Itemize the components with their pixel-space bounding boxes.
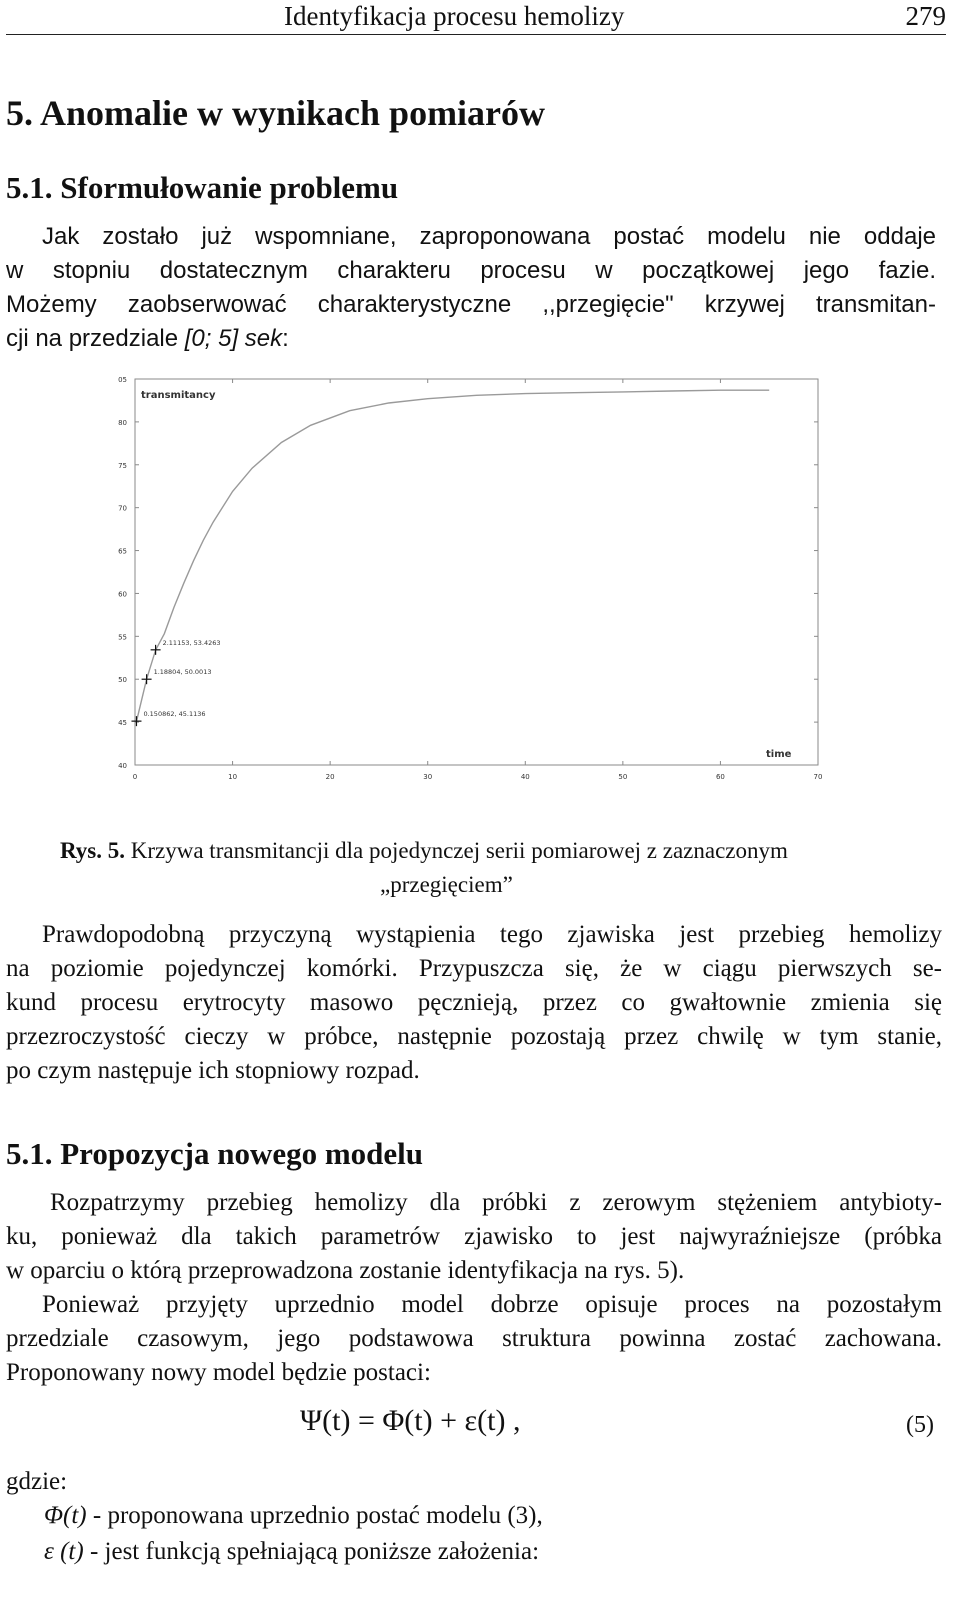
plot-frame (135, 379, 818, 765)
y-tick-label: 60 (118, 590, 127, 599)
x-tick-label: 10 (228, 773, 238, 781)
x-tick-label: 30 (423, 773, 433, 781)
paragraph-4 (6, 1288, 942, 1390)
annotation-label: 0.150862, 45.1136 (143, 710, 206, 719)
paragraph-line: w stopniu dostatecznym charakteru procesu w początkowej jego fazie. (6, 257, 936, 284)
where-label: gdzie: (6, 1468, 68, 1495)
x-tick-label: 70 (813, 773, 823, 781)
paragraph-line: po czym następuje ich stopniowy rozpad. (6, 1057, 420, 1084)
definition-epsilon (44, 1538, 539, 1566)
interval-text: [0; 5] sek (184, 325, 283, 352)
paragraph-line: w oparciu o którą przeprowadzona zostanie identyfikacja na rys. 5). (6, 1257, 685, 1284)
y-tick-label: 40 (118, 762, 127, 770)
transmitancy-chart (110, 370, 830, 790)
x-axis-label: time (766, 749, 792, 760)
y-tick-label: 75 (118, 461, 127, 470)
figure-caption (60, 838, 900, 864)
definition-phi (44, 1502, 543, 1530)
caption-text: Krzywa transmitancji dla pojedynczej serii pomiarowej z zaznaczonym (125, 838, 788, 863)
page-number: 279 (905, 1, 946, 31)
x-tick-label: 50 (618, 773, 628, 781)
x-tick-label: 40 (520, 773, 530, 781)
y-tick-label: 80 (118, 418, 127, 427)
paragraph-1 (6, 220, 936, 356)
transmitancy-curve (137, 390, 770, 721)
paragraph-line: kund procesu erytrocyty masowo pęcznieją, przez co gwałtownie zmienia się (6, 989, 942, 1016)
paragraph-line: Rozpatrzymy przebieg hemolizy dla próbki z zerowym stężeniem antybioty- (50, 1189, 942, 1216)
chart-svg (110, 370, 830, 790)
x-tick-label: 0 (132, 773, 138, 781)
definition-text: - proponowana uprzednio postać modelu (3), (86, 1502, 543, 1529)
paragraph-line: Proponowany nowy model będzie postaci: (6, 1359, 431, 1386)
section-title: 5. Anomalie w wynikach pomiarów (6, 93, 546, 133)
text-span: cji na przedziale (6, 325, 185, 352)
definition-text: - jest funkcją spełniającą poniższe założenia: (83, 1538, 540, 1565)
annotation-label: 2.11153, 53.4263 (162, 638, 221, 647)
paragraph-line: ku, ponieważ dla takich parametrów zjawisko to jest najwyraźniejsze (próbka (6, 1223, 942, 1250)
y-tick-label: 65 (118, 547, 127, 556)
caption-label: Rys. 5. (60, 838, 126, 863)
y-tick-label: 05 (118, 376, 127, 384)
chart-title: transmitancy (141, 390, 216, 401)
paragraph-line: przedziale czasowym, jego podstawowa struktura powinna zostać zachowana. (6, 1325, 942, 1352)
paragraph-line: na poziomie pojedynczej komórki. Przypuszcza się, że w ciągu pierwszych se- (6, 955, 942, 982)
paragraph-line: Prawdopodobną przyczyną wystąpienia tego zjawiska jest przebieg hemolizy (42, 921, 942, 948)
paragraph-line: Jak zostało już wspomniane, zaproponowana postać modelu nie oddaje (42, 223, 936, 250)
y-tick-label: 50 (118, 676, 127, 685)
running-head (6, 0, 946, 35)
equation: Ψ(t) = Φ(t) + ε(t) , (300, 1404, 521, 1437)
paragraph-line: Możemy zaobserwować charakterystyczne ,,przegięcie" krzywej transmitan- (6, 291, 936, 318)
equation-number: (5) (906, 1412, 934, 1438)
annotation-label: 1.18804, 50.0013 (153, 668, 212, 677)
definition-symbol: Φ(t) (44, 1502, 87, 1529)
x-tick-label: 60 (715, 773, 725, 781)
paragraph-line: Ponieważ przyjęty uprzednio model dobrze opisuje proces na pozostałym (42, 1291, 942, 1318)
y-tick-label: 45 (118, 719, 127, 728)
paragraph-2 (6, 918, 942, 1088)
figure-caption-cont: „przegięciem” (380, 872, 513, 897)
y-tick-label: 55 (118, 633, 127, 642)
paragraph-line: przezroczystość cieczy w próbce, następnie pozostają przez chwilę w tym stanie, (6, 1023, 942, 1050)
subsection-title-2: 5.1. Propozycja nowego modelu (6, 1136, 424, 1171)
definition-symbol: ε (t) (44, 1538, 84, 1565)
subsection-title-1: 5.1. Sformułowanie problemu (6, 170, 399, 205)
x-tick-label: 20 (325, 773, 335, 781)
paragraph-line (6, 322, 936, 356)
running-head-title: Identyfikacja procesu hemolizy (284, 1, 625, 31)
text-span: : (282, 325, 289, 352)
paragraph-3 (6, 1186, 942, 1288)
y-tick-label: 70 (118, 504, 127, 513)
